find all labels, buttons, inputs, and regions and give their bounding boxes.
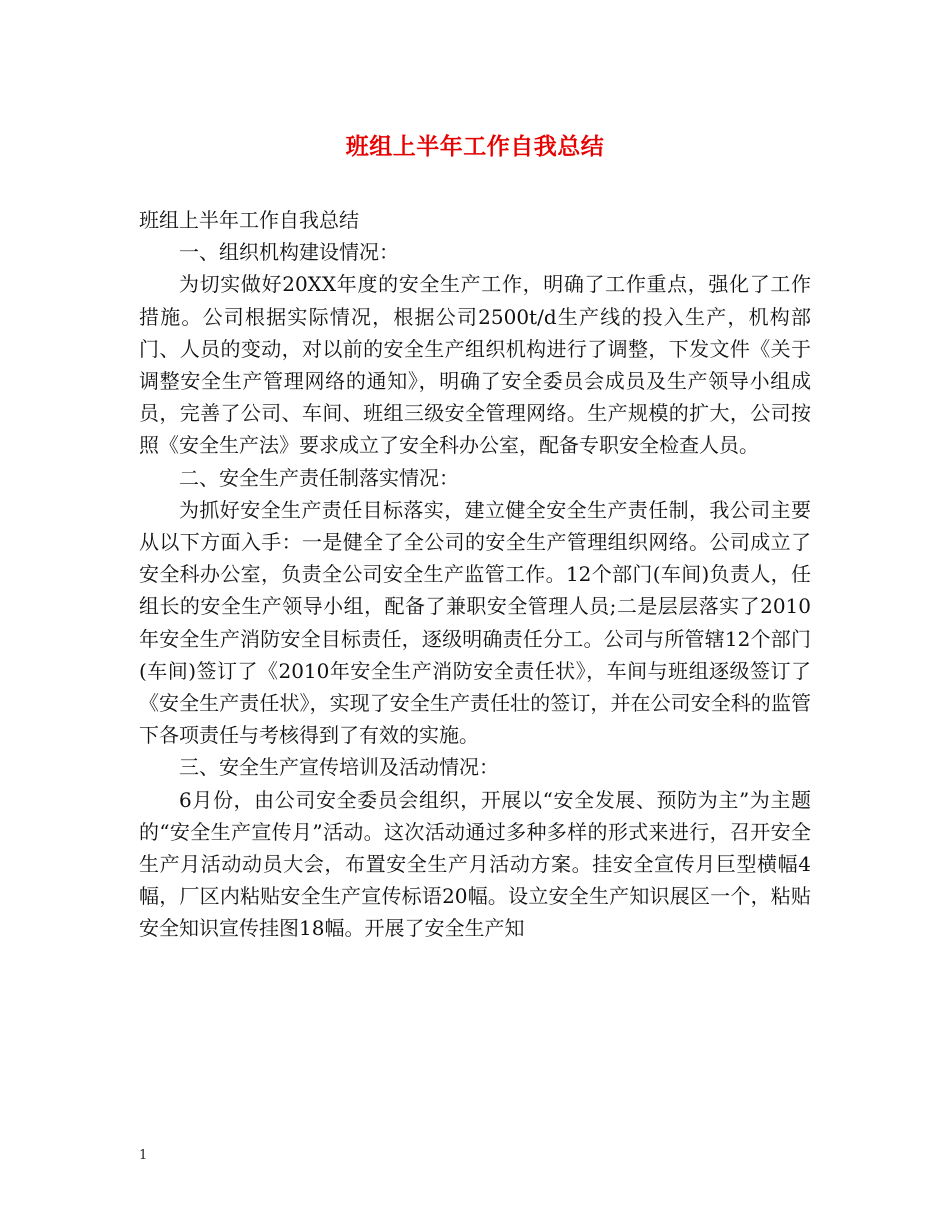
- body-paragraph: 班组上半年工作自我总结: [139, 208, 359, 232]
- document-body: [139, 204, 811, 945]
- section-heading: 二、安全生产责任制落实情况：: [179, 465, 459, 490]
- section-heading: 三、安全生产宣传培训及活动情况：: [179, 755, 499, 780]
- page-title: 班组上半年工作自我总结: [345, 133, 605, 160]
- page-number: 1: [139, 1148, 148, 1163]
- body-paragraph: 为切实做好20XX年度的安全生产工作，明确了工作重点，强化了工作措施。公司根据实际情况，根据公司2500t/d生产线的投入生产，机构部门、人员的变动，对以前的安全生产组织机构进行了调整，下发文件《关于调整安全生产管理网络的通知》，明确了安全委员会成员及生产领导小组成员，完善了公司、车间、班组三级安全管理网络。生产规模的扩大，公司按照《安全生产法》要求成立了安全科办公室，配备专职安全检查人员。: [139, 272, 811, 458]
- body-paragraph: 6月份，由公司安全委员会组织，开展以“安全发展、预防为主”为主题的“安全生产宣传月”活动。这次活动通过多种多样的形式来进行，召开安全生产月活动动员大会，布置安全生产月活动方案。挂安全宣传月巨型横幅4幅，厂区内粘贴安全生产宣传标语20幅。设立安全生产知识展区一个，粘贴安全知识宣传挂图18幅。开展了安全生产知: [139, 787, 811, 941]
- body-paragraph: 为抓好安全生产责任目标落实，建立健全安全生产责任制，我公司主要从以下方面入手：一是健全了全公司的安全生产管理组织网络。公司成立了安全科办公室，负责全公司安全生产监管工作。12个部门(车间)负责人，任组长的安全生产领导小组，配备了兼职安全管理人员;二是层层落实了2010年安全生产消防安全目标责任，逐级明确责任分工。公司与所管辖12个部门(车间)签订了《2010年安全生产消防安全责任状》，车间与班组逐级签订了《安全生产责任状》，实现了安全生产责任壮的签订，并在公司安全科的监管下各项责任与考核得到了有效的实施。: [139, 497, 811, 748]
- section-heading: 一、组织机构建设情况：: [179, 240, 399, 265]
